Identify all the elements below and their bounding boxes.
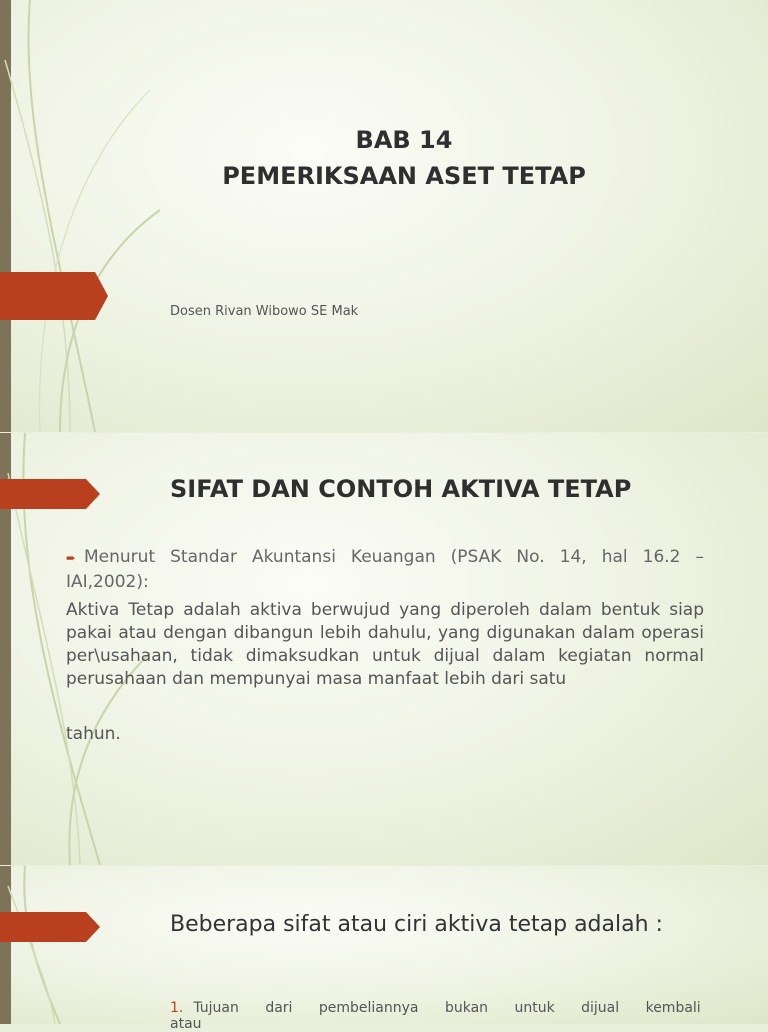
numbered-item-1 — [170, 1000, 720, 1032]
slide-1-title — [0, 122, 768, 194]
bullet-item — [66, 545, 704, 594]
slide-2-title: SIFAT DAN CONTOH AKTIVA TETAP — [170, 475, 632, 503]
accent-arrow-tab — [0, 912, 100, 942]
left-bar — [0, 866, 11, 1024]
bullet-text: Menurut Standar Akuntansi Keuangan (PSAK No. 14, hal 16.2 – IAI,2002): — [66, 547, 704, 592]
slide-1 — [0, 0, 768, 432]
title-line-1: BAB 14 — [355, 126, 453, 154]
title-line-2: PEMERIKSAAN ASET TETAP — [222, 162, 586, 190]
accent-arrow-tab — [0, 272, 108, 320]
accent-arrow-tab — [0, 479, 100, 509]
definition-paragraph-tail: tahun. — [66, 724, 121, 744]
definition-paragraph: Aktiva Tetap adalah aktiva berwujud yang diperoleh dalam bentuk siap pakai atau dengan dibangun lebih dahulu, yang digunakan dalam operasi per\usahaan, tidak dimaksudkan untuk dijual dalam kegiatan normal perusahaan dan mempunyai masa manfaat lebih dari satu — [66, 600, 704, 689]
left-bar — [0, 0, 11, 432]
decorative-swirl — [0, 0, 220, 432]
arrow-bullet-icon: ➨ — [66, 551, 77, 565]
item-number: 1. — [170, 1000, 184, 1016]
slide-3-title: Beberapa sifat atau ciri aktiva tetap adalah : — [170, 912, 663, 937]
item-text: Tujuan dari pembeliannya bukan untuk dijual kembali atau — [170, 1000, 701, 1032]
slide-1-subtitle: Dosen Rivan Wibowo SE Mak — [170, 304, 359, 319]
